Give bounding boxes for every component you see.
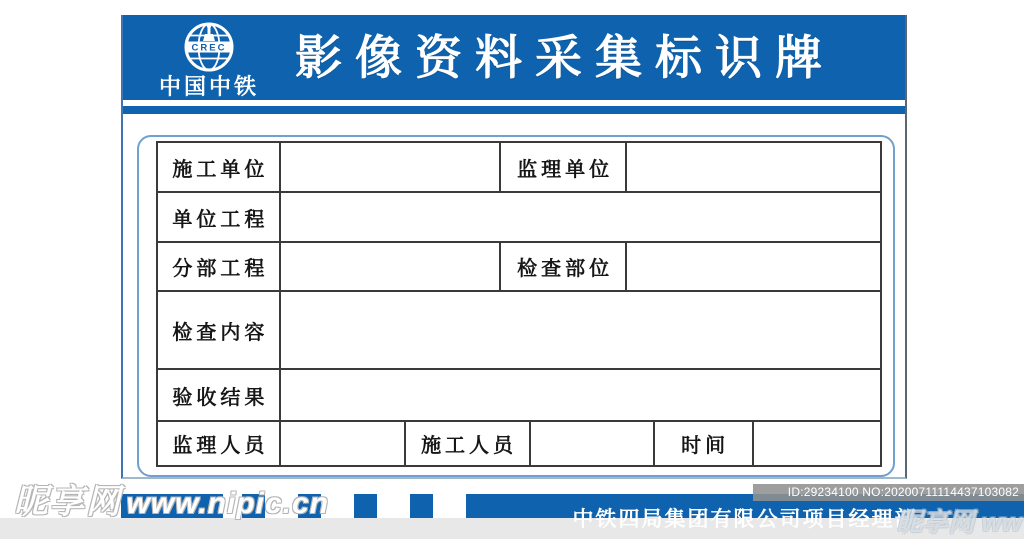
label-division-project: 分部工程 xyxy=(158,243,281,290)
field-supervision-personnel xyxy=(281,422,406,465)
nipic-watermark-corner: 昵享网 ww xyxy=(896,507,1022,537)
label-inspection-part: 检查部位 xyxy=(501,243,627,290)
label-supervision-unit: 监理单位 xyxy=(501,143,627,191)
field-acceptance-result xyxy=(281,370,880,420)
nipic-watermark xyxy=(14,474,329,523)
label-acceptance-result: 验收结果 xyxy=(158,370,281,420)
table-row xyxy=(158,370,880,422)
field-construction-personnel xyxy=(531,422,655,465)
table-row xyxy=(158,193,880,243)
stock-id-badge: ID:29234100 NO:20200711114437103082 xyxy=(753,484,1024,501)
label-unit-project: 单位工程 xyxy=(158,193,281,241)
label-construction-unit: 施工单位 xyxy=(158,143,281,191)
sign-board xyxy=(121,15,907,479)
bottom-bar-stripe xyxy=(410,494,433,518)
table-row xyxy=(158,422,880,465)
field-construction-unit xyxy=(281,143,501,191)
company-name: 中铁四局集团有限公司项目经理部 xyxy=(572,508,918,531)
header-underline-stripe xyxy=(123,106,905,114)
field-division-project xyxy=(281,243,501,290)
logo-org-name: 中国中铁 xyxy=(158,73,259,99)
info-table xyxy=(156,141,882,467)
field-inspection-content xyxy=(281,292,880,368)
label-construction-personnel: 施工人员 xyxy=(406,422,531,465)
table-row xyxy=(158,143,880,193)
label-supervision-personnel: 监理人员 xyxy=(158,422,281,465)
crec-logo xyxy=(123,15,295,100)
field-time xyxy=(754,422,880,465)
header-banner xyxy=(123,15,905,100)
crec-abbr-label: CREC xyxy=(191,42,227,54)
label-time: 时间 xyxy=(655,422,754,465)
field-inspection-part xyxy=(627,243,880,290)
watermark-url: www.nipic.cn xyxy=(126,487,330,520)
label-inspection-content: 检查内容 xyxy=(158,292,281,368)
bottom-bar-stripe xyxy=(354,494,377,518)
table-row xyxy=(158,243,880,292)
watermark-brand: 昵享网 xyxy=(14,483,122,521)
field-supervision-unit xyxy=(627,143,880,191)
table-row xyxy=(158,292,880,370)
field-unit-project xyxy=(281,193,880,241)
crec-globe-icon xyxy=(182,20,236,74)
sign-title: 影像资料采集标识牌 xyxy=(295,31,835,84)
